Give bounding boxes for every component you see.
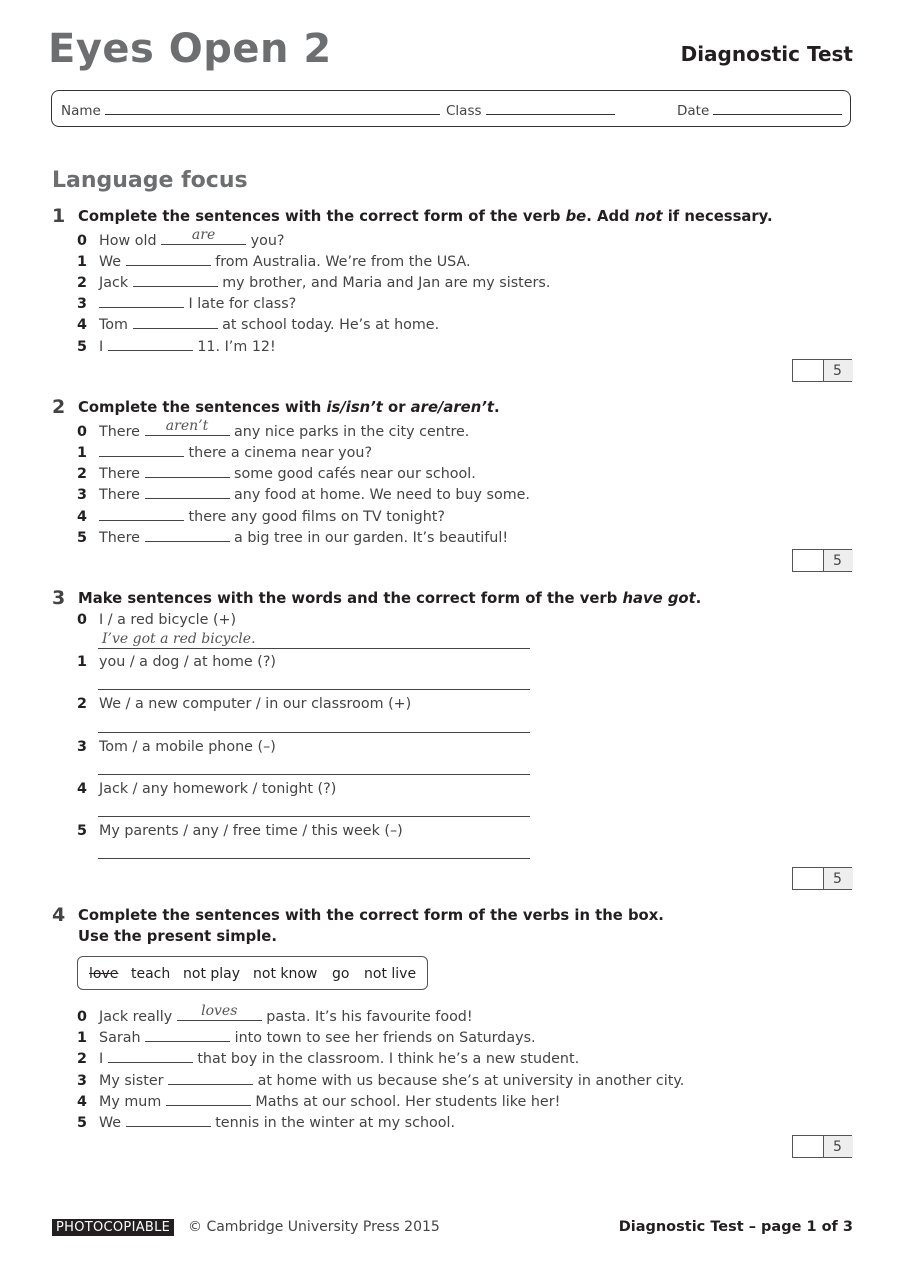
answer-blank[interactable]: aren’t [145,421,230,436]
q3-answer-line-0[interactable] [98,648,530,649]
q2-item-5: 5 There a big tree in our garden. It’s beautiful! [77,527,508,546]
q2-item-2: 2 There some good cafés near our school. [77,463,476,482]
photocopiable-badge: PHOTOCOPIABLE [52,1219,174,1236]
q3-answer-line-5[interactable] [98,858,530,859]
q3-answer-line-4[interactable] [98,816,530,817]
q3-sample-answer: I’ve got a red bicycle. [102,631,256,647]
word-love-crossed: love [89,966,119,982]
q2-score-box[interactable] [792,549,852,572]
answer-blank[interactable] [108,336,193,351]
answer-blank[interactable] [145,484,230,499]
q3-answer-line-2[interactable] [98,732,530,733]
word-not-live: not live [364,966,417,982]
q3-item-1: 1 you / a dog / at home (?) [77,654,277,670]
answer-blank[interactable] [133,314,218,329]
q1-instruction: Complete the sentences with the correct form of the verb be. Add not if necessary. [78,208,773,225]
q3-item-5: 5 My parents / any / free time / this week (–) [77,823,403,839]
page-indicator: Diagnostic Test – page 1 of 3 [618,1219,853,1235]
answer-blank[interactable] [133,272,218,287]
q2-instruction: Complete the sentences with is/isn’t or are/aren’t. [78,399,500,416]
name-field[interactable] [61,102,440,119]
q2-item-1: 1 there a cinema near you? [77,442,372,461]
q4-item-5: 5 We tennis in the winter at my school. [77,1112,455,1131]
copyright-notice: © Cambridge University Press 2015 [188,1219,440,1235]
q1-number: 1 [52,205,66,227]
q2-number: 2 [52,396,66,418]
class-line[interactable] [486,102,615,115]
q4-item-4: 4 My mum Maths at our school. Her students like her! [77,1091,560,1110]
date-label: Date [677,103,710,119]
q3-instruction: Make sentences with the words and the correct form of the verb have got. [78,590,702,607]
answer-blank[interactable] [126,251,211,266]
date-field[interactable] [677,102,842,119]
q1-score-box[interactable] [792,359,852,382]
answer-blank[interactable] [145,527,230,542]
q3-item-0: 0 I / a red bicycle (+) [77,612,237,628]
word-box [77,956,428,990]
q4-item-3: 3 My sister at home with us because she’s at university in another city. [77,1070,684,1089]
class-field[interactable] [446,102,615,119]
answer-blank[interactable] [99,442,184,457]
q1-item-4: 4 Tom at school today. He’s at home. [77,314,439,333]
q1-item-0: 0 How old are you? [77,227,285,249]
answer-blank[interactable] [168,1070,253,1085]
q1-score-total: 5 [833,363,842,379]
q4-item-2: 2 I that boy in the classroom. I think he’s a new student. [77,1048,579,1067]
answer-blank[interactable] [108,1048,193,1063]
q4-item-0: 0 Jack really loves pasta. It’s his favourite food! [77,1003,473,1025]
answer-blank[interactable]: loves [177,1006,262,1021]
q4-number: 4 [52,904,66,926]
q1-item-1: 1 We from Australia. We’re from the USA. [77,251,471,270]
answer-blank[interactable] [99,506,184,521]
date-line[interactable] [713,102,842,115]
q3-answer-line-1[interactable] [98,689,530,690]
page-title: Eyes Open 2 [48,26,332,72]
word-go: go [332,966,350,982]
q1-item-5: 5 I 11. I’m 12! [77,336,276,355]
q4-instruction-line2: Use the present simple. [78,928,277,945]
q1-item-2: 2 Jack my brother, and Maria and Jan are my sisters. [77,272,550,291]
q3-item-2: 2 We / a new computer / in our classroom (+) [77,696,412,712]
word-teach: teach [131,966,171,982]
word-not-play: not play [183,966,241,982]
answer-blank[interactable] [145,1027,230,1042]
class-label: Class [446,103,482,119]
name-line[interactable] [105,102,440,115]
q4-item-1: 1 Sarah into town to see her friends on Saturdays. [77,1027,536,1046]
section-title: Language focus [52,168,248,193]
q3-score-box[interactable] [792,867,852,890]
q1-item-3: 3 I late for class? [77,293,296,312]
answer-blank[interactable] [126,1112,211,1127]
q3-item-3: 3 Tom / a mobile phone (–) [77,739,276,755]
q2-item-4: 4 there any good films on TV tonight? [77,506,445,525]
q4-score-total: 5 [833,1139,842,1155]
name-label: Name [61,103,101,119]
test-type-label: Diagnostic Test [680,42,853,66]
q4-instruction-line1: Complete the sentences with the correct form of the verbs in the box. [78,907,664,924]
q2-item-0: 0 There aren’t any nice parks in the city centre. [77,418,470,440]
q3-score-total: 5 [833,871,842,887]
q3-answer-line-3[interactable] [98,774,530,775]
student-info-box [51,90,851,127]
q3-number: 3 [52,587,66,609]
q3-item-4: 4 Jack / any homework / tonight (?) [77,781,337,797]
answer-blank[interactable]: are [161,230,246,245]
answer-blank[interactable] [145,463,230,478]
q2-score-total: 5 [833,553,842,569]
word-not-know: not know [253,966,318,982]
answer-blank[interactable] [99,293,184,308]
answer-blank[interactable] [166,1091,251,1106]
q4-score-box[interactable] [792,1135,852,1158]
q2-item-3: 3 There any food at home. We need to buy some. [77,484,530,503]
